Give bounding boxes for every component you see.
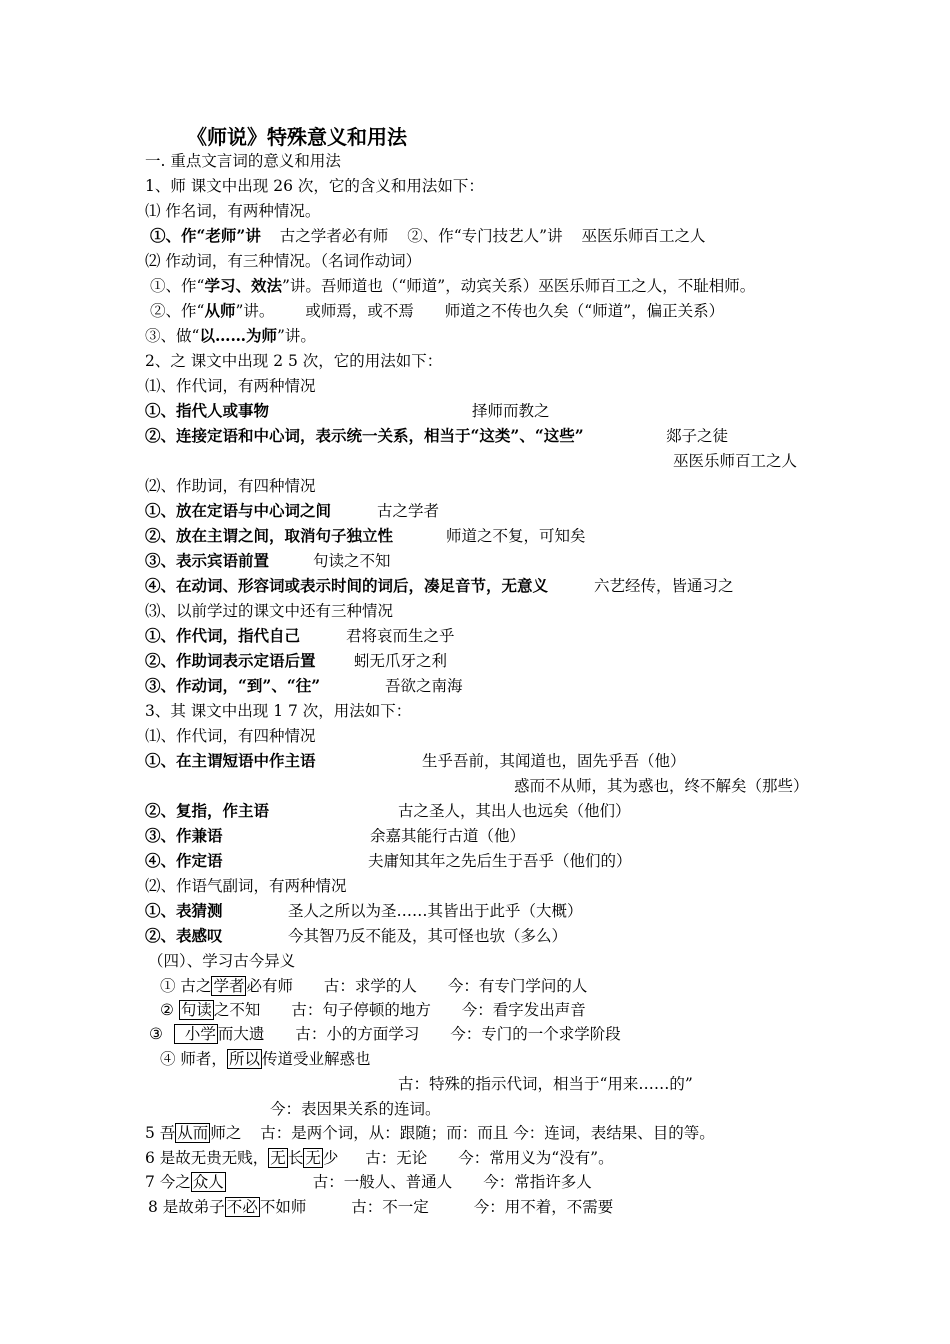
example-text: 夫庸知其年之先后生于吾乎（他们的）	[368, 852, 632, 870]
example-text: 蚓无爪牙之利	[354, 652, 448, 670]
boxed-word: 所以	[228, 1050, 260, 1068]
example-text: 师道之不传也久矣（“师道”，偏正关系）	[444, 302, 725, 320]
section-heading: 一. 重点文言词的意义和用法	[145, 152, 341, 170]
usage-label: ③、作动词，“到”、“往”	[145, 676, 321, 695]
text-line	[150, 226, 706, 246]
usage-label: 从师	[204, 301, 236, 320]
usage-label: ④、作定语	[145, 851, 223, 870]
example-text: 巫医乐师百工之人	[673, 452, 798, 470]
usage-label: 以……为师	[199, 326, 277, 345]
usage-label: 学习、效法	[204, 276, 282, 295]
text-span: 传道受业解惑也	[261, 1050, 371, 1068]
text-span: ① 古之	[160, 977, 212, 995]
modern-meaning: 今：有专门学问的人	[447, 977, 588, 995]
boxed-word: 从而	[177, 1124, 209, 1142]
meaning-text: 古：是两个词，从：跟随；而：而且 今：连词，表结果、目的等。	[260, 1124, 715, 1142]
text-span: ②	[160, 1001, 174, 1019]
boxed-word: 众人	[192, 1173, 224, 1191]
text-span: 5 吾	[145, 1124, 176, 1142]
boxed-word: 无	[305, 1149, 321, 1167]
example-text: 六艺经传，皆通习之	[594, 577, 734, 595]
ancient-meaning: 古：特殊的指示代词，相当于“用来……的”	[398, 1075, 693, 1093]
text-span: ③、做“	[145, 327, 200, 345]
text-span: 必有师	[246, 977, 293, 995]
subheading: ⑵ 作动词，有三种情况。（名词作动词）	[145, 252, 422, 270]
text-span: 8 是故弟子	[148, 1198, 225, 1216]
page-title: 《师说》特殊意义和用法	[187, 125, 407, 149]
modern-meaning: 今：常指许多人	[483, 1173, 592, 1191]
ancient-meaning: 古：小的方面学习	[295, 1025, 420, 1043]
text-span: ④ 师者，	[160, 1050, 227, 1068]
example-text: 择师而教之	[472, 402, 550, 420]
text-line	[149, 1024, 621, 1044]
example-text: 生乎吾前，其闻道也，固先乎吾（他）	[422, 752, 686, 770]
boxed-word: 小学	[174, 1024, 218, 1044]
text-span: ”讲。	[276, 327, 316, 345]
ancient-meaning: 古：不一定	[351, 1198, 429, 1216]
text-span: 之不知	[213, 1001, 261, 1019]
modern-meaning: 今：表因果关系的连词。	[270, 1100, 441, 1118]
item-heading-shi: 1、师 课文中出现 26 次，它的含义和用法如下：	[145, 177, 484, 195]
example-text: 或师焉，或不焉	[305, 302, 414, 320]
modern-meaning: 今：常用义为“没有”。	[458, 1149, 614, 1167]
usage-label: ③、作兼语	[145, 826, 223, 845]
ancient-meaning: 古：求学的人	[323, 977, 417, 995]
text-span: ”讲。	[235, 302, 275, 320]
subheading: ⑴、作代词，有四种情况	[145, 727, 316, 745]
subheading: （四）、学习古今异义	[148, 952, 296, 970]
boxed-word: 句读	[180, 1001, 212, 1019]
example-text: 句读之不知	[313, 552, 391, 570]
usage-label: ②、放在主谓之间，取消句子独立性	[145, 526, 394, 545]
usage-label: ②、复指，作主语	[145, 801, 270, 820]
subheading: ⑶、以前学过的课文中还有三种情况	[145, 602, 394, 620]
subheading: ⑵、作助词，有四种情况	[145, 477, 316, 495]
usage-label: ④、在动词、形容词或表示时间的词后，凑足音节，无意义	[145, 576, 549, 595]
usage-label: ②、作助词表示定语后置	[145, 651, 316, 670]
usage-label: ②、表感叹	[145, 926, 223, 945]
example-text: 惑而不从师，其为惑也，终不解矣（那些）	[514, 777, 809, 795]
text-span: 师之	[210, 1124, 242, 1142]
usage-label: ①、表猜测	[145, 901, 223, 920]
usage-label: ③、表示宾语前置	[145, 551, 270, 570]
usage-label: ①、放在定语与中心词之间	[145, 501, 332, 520]
text-line	[160, 1000, 586, 1020]
usage-label: ①、作代词，指代自己	[145, 626, 301, 645]
text-span: ②、作“	[150, 302, 205, 320]
text-line	[148, 1197, 613, 1217]
modern-meaning: 今：用不着，不需要	[473, 1198, 614, 1216]
text-line	[160, 1049, 370, 1069]
text-span: 不如师	[259, 1198, 307, 1216]
text-span: 少	[322, 1149, 339, 1167]
subheading: ⑴、作代词，有两种情况	[145, 377, 316, 395]
example-text: 今其智乃反不能及，其可怪也欤（多么）	[288, 927, 568, 945]
text-span: ③	[149, 1025, 163, 1043]
ancient-meaning: 古：句子停顿的地方	[291, 1001, 431, 1019]
modern-meaning: 今：专门的一个求学阶段	[450, 1025, 621, 1043]
usage-label: ①、指代人或事物	[145, 401, 270, 420]
text-span: ①、作“	[150, 277, 205, 295]
example-text: 余嘉其能行古道（他）	[370, 827, 526, 845]
usage-label: ①、在主谓短语中作主语	[145, 751, 316, 770]
example-text: 古之学者	[377, 502, 440, 520]
item-heading-qi: 3、其 课文中出现 1 7 次，用法如下：	[145, 702, 412, 720]
example-text: 君将哀而生之乎	[346, 627, 455, 645]
usage-label: ②、作“专门技艺人”讲	[407, 227, 563, 245]
example-text: 古之圣人，其出人也远矣（他们）	[398, 802, 631, 820]
text-span: 长	[287, 1149, 304, 1167]
ancient-meaning: 古：无论	[365, 1149, 428, 1167]
usage-label: ①、作“老师”讲	[150, 226, 261, 245]
boxed-word: 学者	[213, 977, 245, 995]
ancient-meaning: 古：一般人、普通人	[312, 1173, 453, 1191]
text-span: 而大遗	[217, 1025, 265, 1043]
text-line	[145, 326, 316, 346]
text-line	[145, 1148, 614, 1168]
example-text: 师道之不复，可知矣	[446, 527, 586, 545]
example-text: 古之学者必有师	[279, 227, 389, 245]
text-line	[150, 276, 755, 296]
modern-meaning: 今：看字发出声音	[461, 1001, 586, 1019]
text-line	[145, 1172, 592, 1192]
example-text: 圣人之所以为圣……其皆出于此乎（大概）	[288, 902, 583, 920]
text-line	[150, 301, 724, 321]
boxed-word: 无	[270, 1149, 286, 1167]
text-line	[160, 976, 587, 996]
subheading: ⑴ 作名词，有两种情况。	[145, 202, 321, 220]
text-span: ”讲。吾师道也（“师道”，动宾关系）巫医乐师百工之人，不耻相师。	[281, 277, 756, 295]
item-heading-zhi: 2、之 课文中出现 2 5 次，它的用法如下：	[145, 352, 443, 370]
boxed-word: 不必	[226, 1198, 258, 1216]
text-span: 7 今之	[145, 1173, 191, 1191]
subheading: ⑵、作语气副词，有两种情况	[145, 877, 347, 895]
text-line	[145, 1123, 715, 1143]
example-text: 郯子之徒	[666, 427, 729, 445]
example-text: 巫医乐师百工之人	[581, 227, 706, 245]
usage-label: ②、连接定语和中心词，表示统一关系，相当于“这类”、“这些”	[145, 426, 584, 445]
example-text: 吾欲之南海	[385, 677, 463, 695]
text-span: 6 是故无贵无贱，	[145, 1149, 269, 1167]
